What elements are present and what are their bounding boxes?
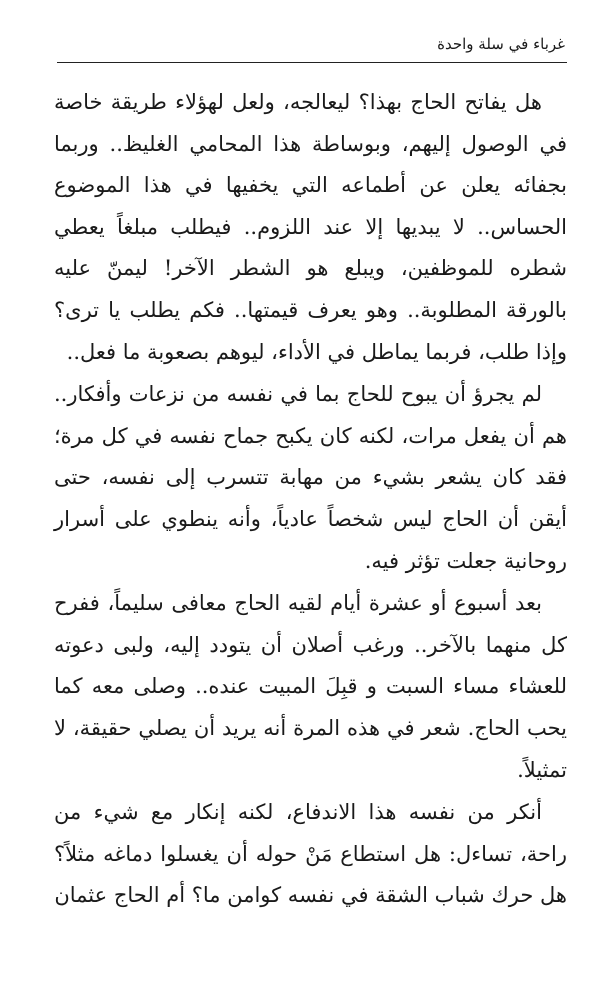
paragraph: بعد أسبوع أو عشرة أيام لقيه الحاج معافى سليماً، ففرح كل منهما بالآخر.. ورغب أصلان أن يتودد إليه، ولبى دعوته للعشاء مساء السبت و قبِلَ المبيت عنده.. وصلى معه كما يحب الحاج. شعر في هذه المرة أنه يريد أن يصلي حقيقة، لا تمثيلاً. [54, 591, 567, 782]
paragraph: لم يجرؤ أن يبوح للحاج بما في نفسه من نزعات وأفكار.. هم أن يفعل مرات، لكنه كان يكبح جماح نفسه في كل مرة؛ فقد كان يشعر بشيء من مهابة تتسرب إلى نفسه، حتى أيقن أن الحاج ليس شخصاً عادياً، وأنه ينطوي على أسرار روحانية جعلت تؤثر فيه. [54, 382, 567, 573]
body-text [54, 82, 567, 917]
header-rule [57, 62, 567, 63]
paragraph: هل يفاتح الحاج بهذا؟ ليعالجه، ولعل لهؤلاء طريقة خاصة في الوصول إليهم، وبوساطة هذا المحامي الغليظ.. وربما بجفائه يعلن عن أطماعه التي يخفيها في هذا الموضوع الحساس.. لا يبديها إلا عند اللزوم.. فيطلب مبلغاً يعطي شطره للموظفين، ويبلع هو الشطر الآخر! ليمنّ عليه بالورقة المطلوبة.. وهو يعرف قيمتها.. فكم يطلب يا ترى؟ وإذا طلب، فربما يماطل في الأداء، ليوهم بصعوبة ما فعل.. [54, 90, 567, 364]
running-title: غرباء في سلة واحدة [437, 35, 565, 53]
paragraph: أنكر من نفسه هذا الاندفاع، لكنه إنكار مع شيء من راحة، تساءل: هل استطاع مَنْ حوله أن يغسلوا دماغه مثلاً؟ هل حرك شباب الشقة في نفسه كوامن ما؟ أم الحاج عثمان [54, 800, 567, 908]
